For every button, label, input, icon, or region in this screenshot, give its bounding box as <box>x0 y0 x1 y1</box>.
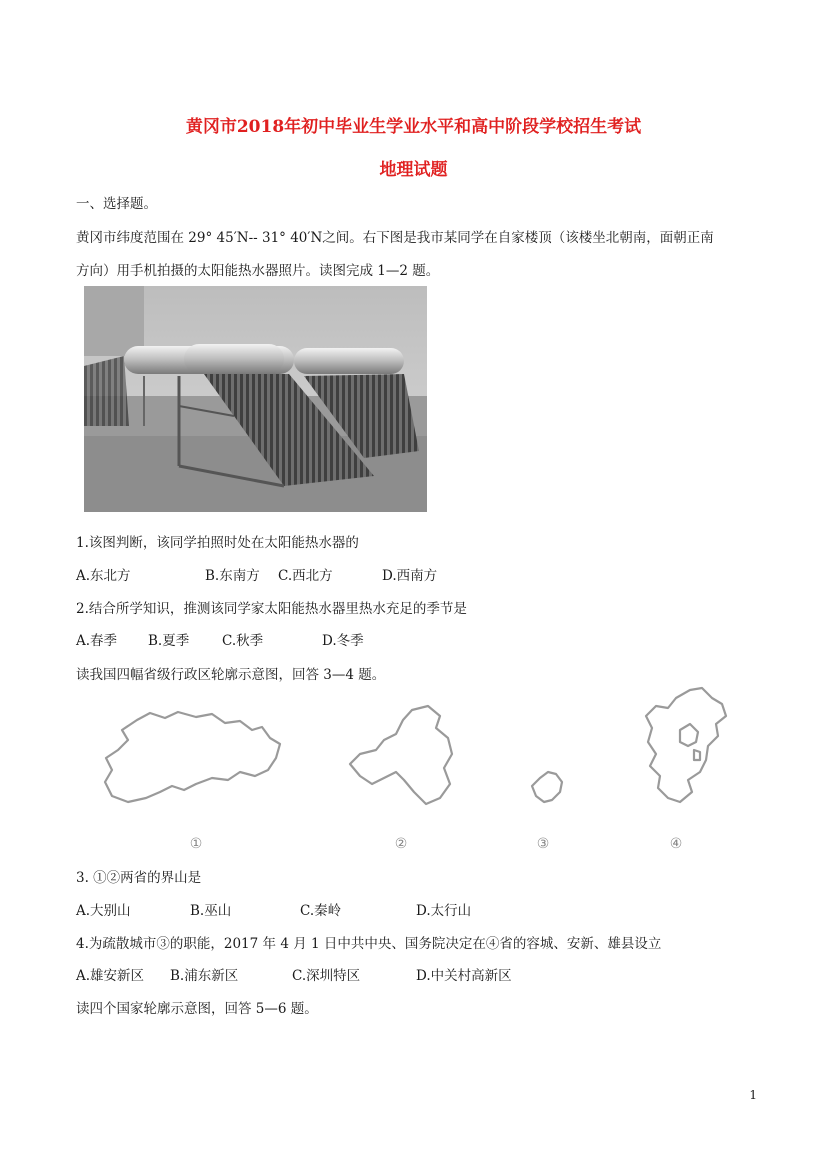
q4-option-d: D.中关村高新区 <box>416 968 512 984</box>
q3-option-c: C.秦岭 <box>300 903 342 919</box>
q2-option-c: C.秋季 <box>222 633 264 649</box>
map-label-2: ② <box>394 836 408 852</box>
q4-option-a: A.雄安新区 <box>76 968 145 984</box>
q2-option-d: D.冬季 <box>322 633 364 649</box>
province-outline-maps <box>0 680 827 860</box>
q3-option-a: A.大别山 <box>76 903 131 919</box>
q4-option-c: C.深圳特区 <box>292 968 361 984</box>
section-heading: 一、选择题。 <box>76 196 157 212</box>
map-label-3: ③ <box>536 836 550 852</box>
q1-option-b: B.东南方 <box>205 568 260 584</box>
page-number: 1 <box>749 1088 757 1102</box>
q1-stem: 1.该图判断，该同学拍照时处在太阳能热水器的 <box>76 535 359 551</box>
countries-intro: 读四个国家轮廓示意图，回答 5—6 题。 <box>76 1001 318 1017</box>
intro-line-1: 黄冈市纬度范围在 29° 45′N-- 31° 40′N之间。右下图是我市某同学在自家楼顶（该楼坐北朝南，面朝正南 <box>76 230 714 246</box>
q3-option-d: D.太行山 <box>416 903 472 919</box>
q1-option-a: A.东北方 <box>76 568 131 584</box>
province-outline-1 <box>105 712 280 802</box>
map-label-4: ④ <box>669 836 683 852</box>
map-label-1: ① <box>189 836 203 852</box>
q1-option-d: D.西南方 <box>382 568 438 584</box>
q4-stem: 4.为疏散城市③的职能，2017 年 4 月 1 日中共中央、国务院决定在④省的容城、安新、雄县设立 <box>76 936 662 952</box>
q2-option-a: A.春季 <box>76 633 118 649</box>
province-outline-3 <box>532 772 562 802</box>
exam-subtitle: 地理试题 <box>379 160 448 180</box>
q4-option-b: B.浦东新区 <box>170 968 239 984</box>
province-outline-2 <box>350 706 452 804</box>
q1-option-c: C.西北方 <box>278 568 333 584</box>
solar-heater-photo <box>84 286 427 512</box>
intro-line-2: 方向）用手机拍摄的太阳能热水器照片。读图完成 1—2 题。 <box>76 263 440 279</box>
maps-intro: 读我国四幅省级行政区轮廓示意图，回答 3—4 题。 <box>76 667 386 683</box>
q3-option-b: B.巫山 <box>190 903 232 919</box>
q3-stem: 3. ①②两省的界山是 <box>76 870 202 886</box>
q2-stem: 2.结合所学知识，推测该同学家太阳能热水器里热水充足的季节是 <box>76 601 467 617</box>
exam-title: 黄冈市2018年初中毕业生学业水平和高中阶段学校招生考试 <box>185 117 642 137</box>
q2-option-b: B.夏季 <box>148 633 190 649</box>
